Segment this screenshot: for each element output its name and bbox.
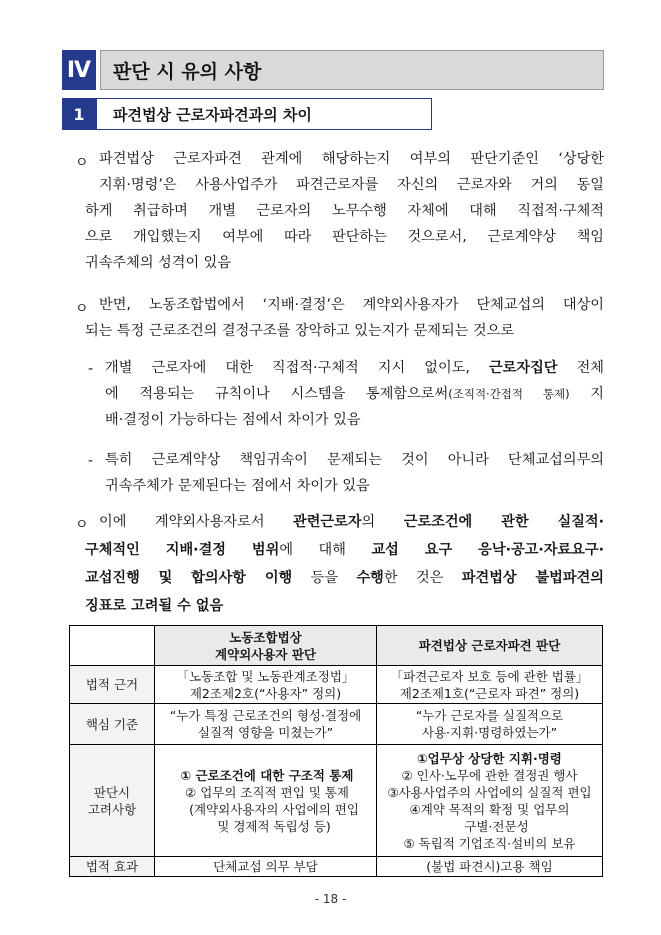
paragraph-line — [105, 355, 604, 381]
table-row — [70, 704, 603, 745]
cell-text: 판단시 — [93, 784, 131, 800]
header-text: 계약외사용자 판단 — [215, 646, 316, 662]
cell-text: 고려사항 — [87, 801, 137, 817]
table-row — [70, 666, 603, 704]
paragraph-line: 특히 근로계약상 책임귀속이 문제되는 것이 아니라 단체교섭의무의 — [105, 452, 604, 468]
cell-text: 실질적 영향을 미쳤는가” — [197, 725, 334, 740]
table-cell — [377, 704, 603, 745]
cell-text: ⑤ 독립적 기업조직·설비의 보유 — [403, 835, 576, 851]
table-cell: 단체교섭 의무 부담 — [155, 857, 377, 877]
cell-text: 제2조제2호(“사용자” 정의) — [189, 685, 342, 701]
cell-text: 「파견근로자 보호 등에 관한 법률」 — [390, 668, 589, 684]
text-run: 의 — [361, 514, 404, 530]
table-header-empty — [70, 626, 155, 666]
text-run: 에 대해 — [279, 542, 372, 558]
subsection-number: 1 — [62, 98, 96, 130]
cell-text: 사용·지휘·명령하였는가” — [421, 725, 558, 740]
paragraph-line: 귀속주체가 문제된다는 점에서 차이가 있음 — [105, 478, 370, 494]
paragraph-line: 으로 개입했는지 여부에 따라 판단하는 것으로서, 근로계약상 책임 — [85, 229, 604, 245]
cell-text: 구별·전문성 — [464, 818, 529, 834]
subsection-header — [62, 98, 432, 130]
cell-text: “누가 근로자를 실질적으로 — [415, 708, 564, 723]
bold-text: 근로조건에 관한 실질적· — [403, 514, 604, 530]
cell-text: ③사용사업주의 사업에의 실질적 편입 — [387, 784, 592, 800]
section-header — [62, 50, 604, 90]
text-run: 등을 — [292, 570, 357, 586]
bold-text: 구체적인 지배·결정 범위 — [85, 542, 280, 558]
section-number: Ⅳ — [62, 50, 96, 90]
cell-text: 및 경제적 독립성 등) — [217, 818, 331, 834]
table-row — [70, 857, 603, 877]
cell-text: ② 업무의 조직적 편입 및 통제 — [185, 784, 349, 800]
paragraph-1 — [85, 146, 604, 276]
row-label: 법적 효과 — [70, 857, 155, 877]
dash-paragraph-1 — [105, 355, 604, 433]
circle-bullet: ㅇ — [75, 517, 89, 533]
table-header-row — [70, 626, 603, 666]
cell-text: (계약외사용자의 사업에의 편입 — [189, 801, 359, 817]
text-run: 한 것은 — [383, 570, 462, 586]
bold-text: 파견법상 불법파견의 — [461, 570, 604, 586]
table-header-col2: 파견법상 근로자파견 판단 — [377, 626, 603, 666]
paragraph-line — [85, 564, 604, 592]
page-number: - 18 - — [314, 892, 347, 906]
circle-bullet: ㅇ — [75, 155, 89, 171]
cell-text: 제2조제1호(“근로자 파견” 정의) — [399, 685, 580, 701]
cell-text: ② 인사·노무에 관한 결정권 행사 — [401, 767, 578, 783]
text-run: 개별 근로자에 대한 직접적·구체적 지시 없이도, — [105, 360, 489, 376]
paragraph-line: 징표로 고려될 수 없음 — [85, 598, 224, 614]
paragraph-line: 하게 취급하며 개별 근로자의 노무수행 자체에 대해 직접적·구체적 — [85, 203, 604, 219]
bold-text: 교섭진행 및 합의사항 이행 — [85, 570, 293, 586]
bold-text: 수행 — [356, 570, 384, 586]
dash-bullet: - — [88, 453, 94, 469]
bold-text: 관련근로자 — [293, 514, 362, 530]
small-text: (조직적·간접적 통제) — [448, 387, 570, 401]
paragraph-2 — [85, 292, 604, 344]
row-label: 법적 근거 — [70, 666, 155, 704]
text-run: 이에 계약외사용자로서 — [99, 514, 294, 530]
dash-bullet: - — [88, 361, 94, 377]
table-cell — [155, 666, 377, 704]
paragraph-line — [99, 508, 604, 536]
table-header-col1 — [155, 626, 377, 666]
cell-text: ④계약 목적의 확정 및 업무의 — [409, 801, 570, 817]
text-run: 전체 — [557, 360, 605, 376]
paragraph-line: 되는 특정 근로조건의 결정구조를 장악하고 있는지가 문제되는 것으로 — [85, 323, 515, 339]
paragraph-line: 반면, 노동조합법에서 ‘지배·결정’은 계약외사용자가 단체교섭의 대상이 — [99, 297, 604, 313]
paragraph-3 — [85, 508, 604, 620]
row-label: 핵심 기준 — [70, 704, 155, 745]
bold-text: 근로자집단 — [488, 360, 558, 376]
header-text: 노동조합법상 — [229, 629, 302, 645]
dash-paragraph-2 — [105, 447, 604, 499]
paragraph-line — [85, 536, 604, 564]
paragraph-line: 파견법상 근로자파견 관계에 해당하는지 여부의 판단기준인 ‘상당한 — [99, 151, 604, 167]
circle-bullet: ㅇ — [75, 301, 89, 317]
paragraph-line: 배·결정이 가능하다는 점에서 차이가 있음 — [105, 412, 361, 428]
cell-text: 「노동조합 및 노동관계조정법」 — [176, 668, 355, 684]
bold-text: 교섭 요구 응낙·공고·자료요구· — [371, 542, 604, 558]
table-cell: (불법 파견시)고용 책임 — [377, 857, 603, 877]
text-run: 지 — [569, 386, 605, 402]
table-cell — [377, 666, 603, 704]
row-label — [70, 745, 155, 857]
paragraph-line — [105, 381, 604, 407]
cell-text: ① 근로조건에 대한 구조적 통제 — [180, 767, 354, 783]
table-cell — [377, 745, 603, 857]
table-cell — [155, 745, 377, 857]
table-cell — [155, 704, 377, 745]
text-run: 에 적용되는 규칙이나 시스템을 통제함으로써 — [105, 386, 449, 402]
comparison-table — [69, 625, 603, 877]
cell-text: ①업무상 상당한 지휘·명령 — [417, 750, 562, 766]
table-row — [70, 745, 603, 857]
section-title: 판단 시 유의 사항 — [100, 50, 604, 90]
subsection-title: 파견법상 근로자파견과의 차이 — [96, 98, 432, 130]
paragraph-line: 귀속주체의 성격이 있음 — [85, 255, 232, 271]
paragraph-line: 지휘·명령’은 사용사업주가 파견근로자를 자신의 근로자와 거의 동일 — [99, 177, 604, 193]
cell-text: “누가 특정 근로조건의 형성·결정에 — [169, 708, 362, 723]
